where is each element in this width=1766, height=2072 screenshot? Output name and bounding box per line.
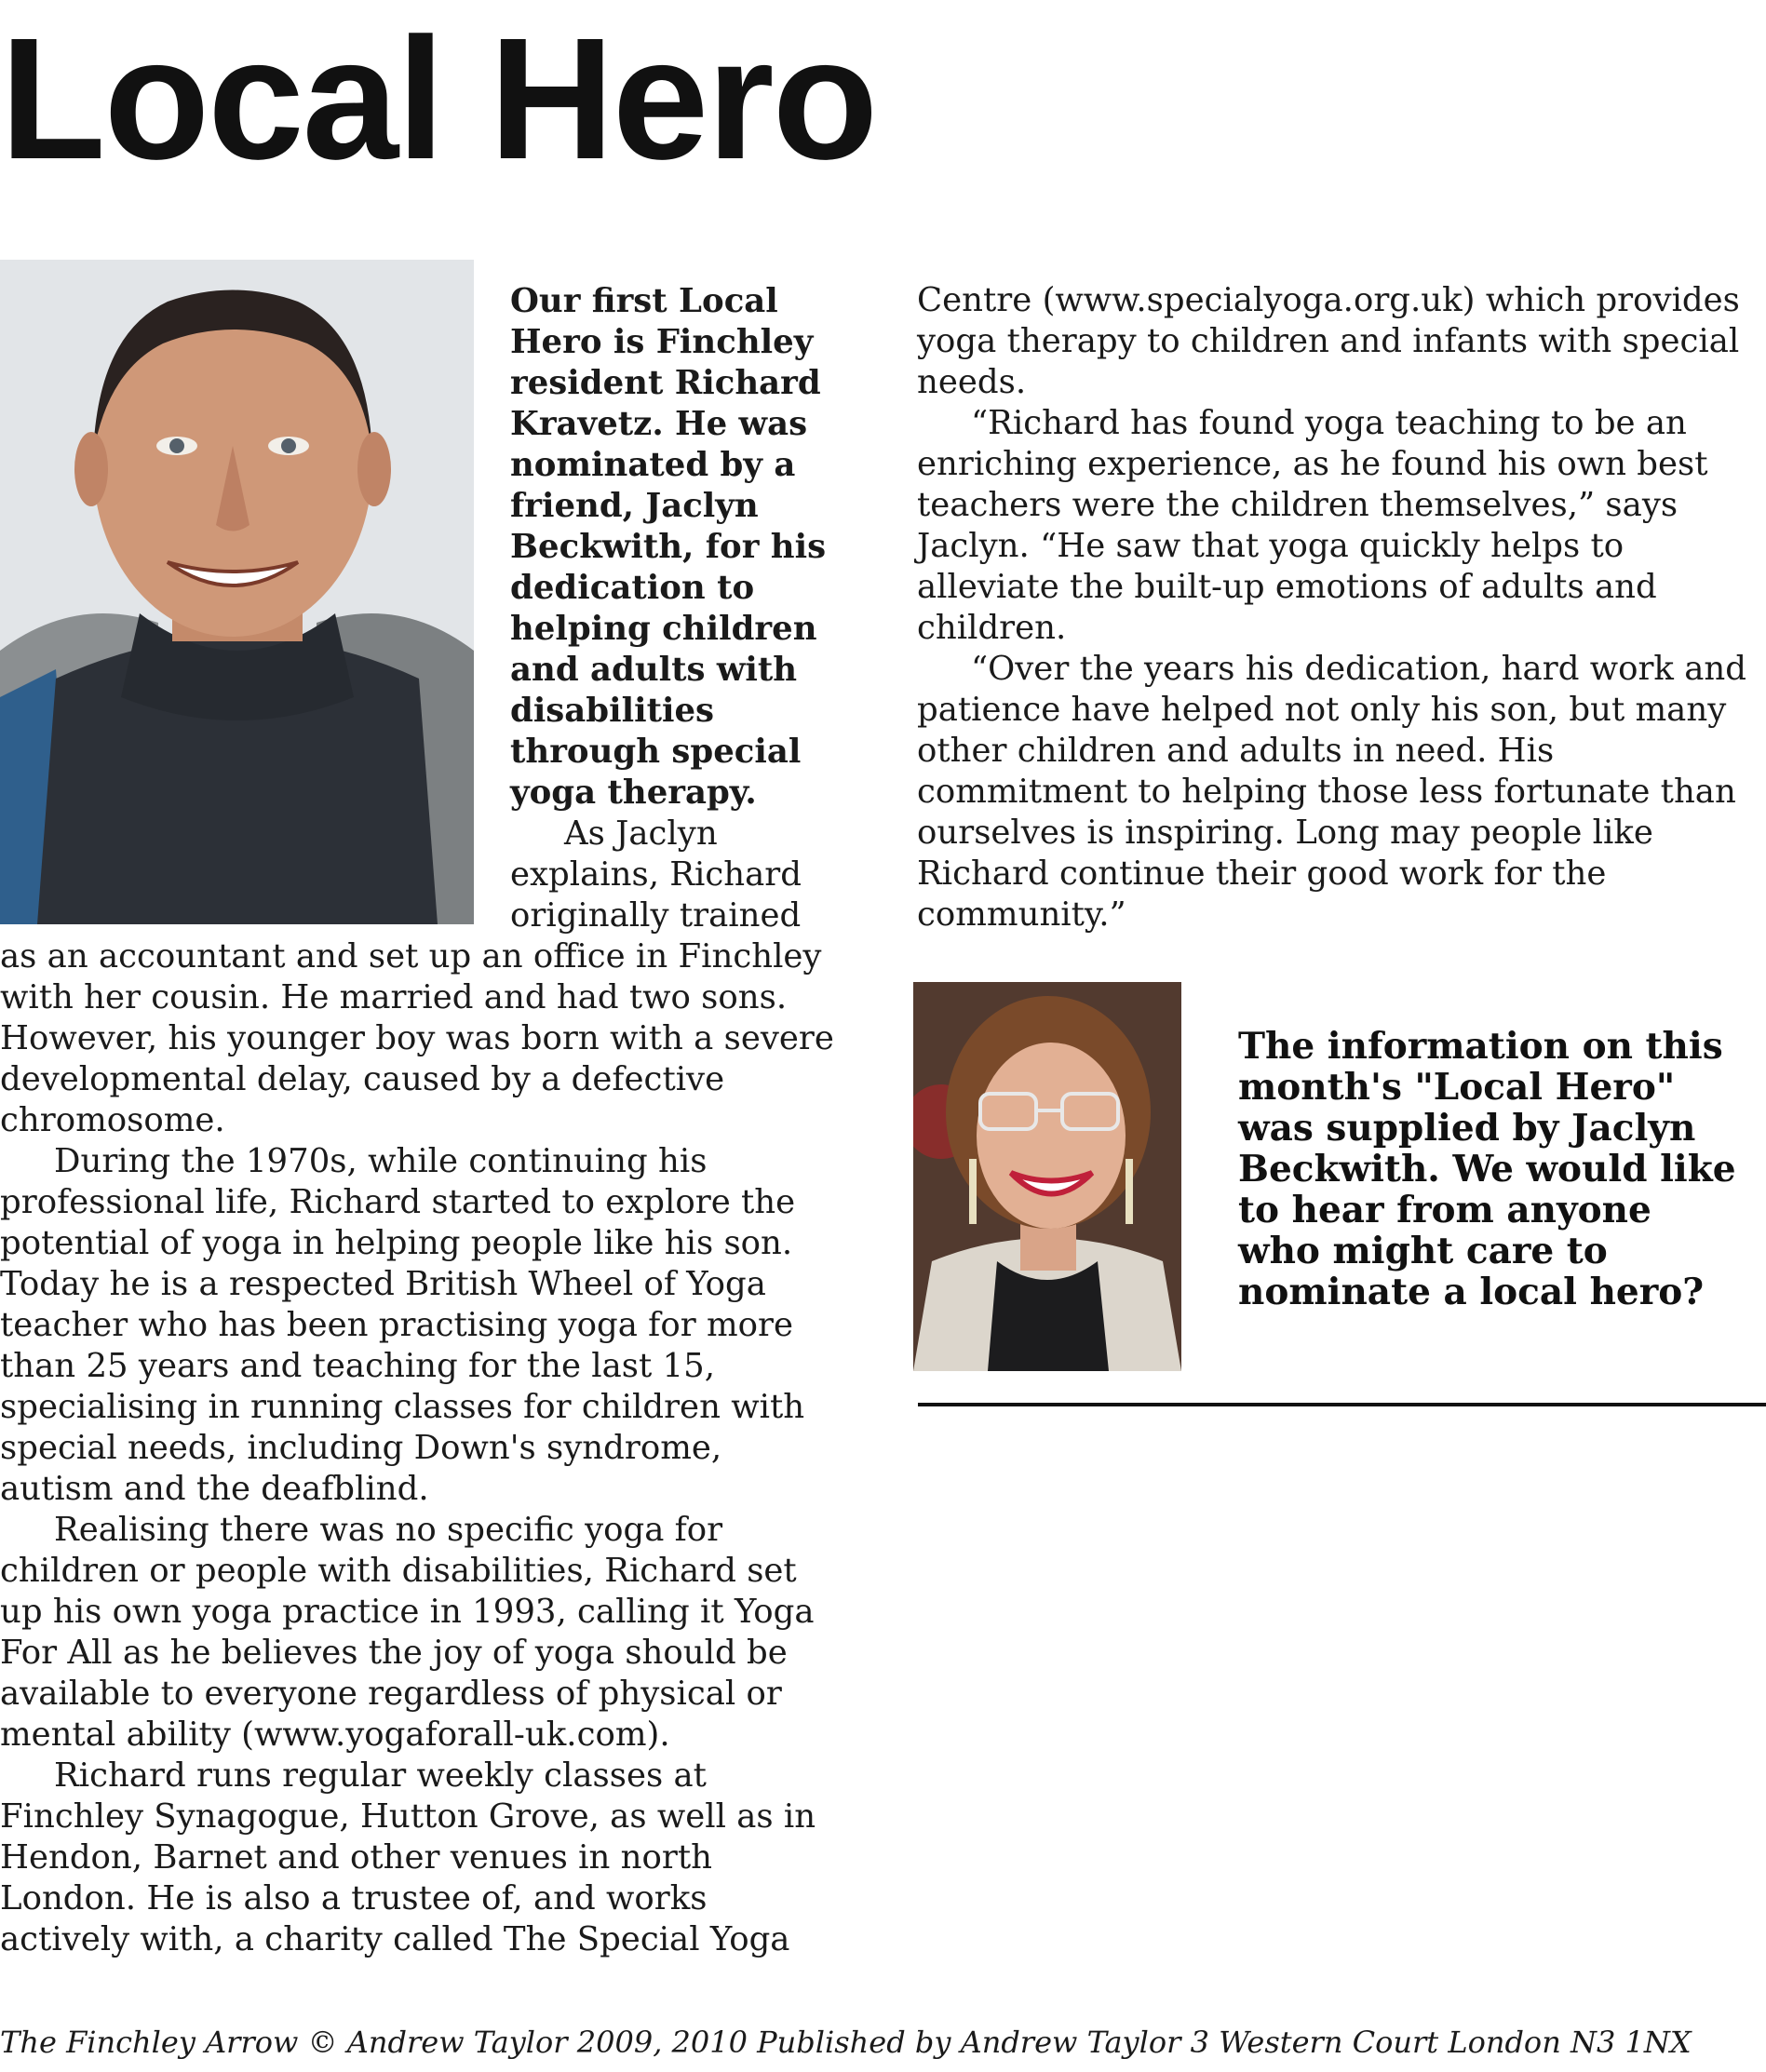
article-right-column bbox=[917, 280, 1766, 935]
section-divider bbox=[918, 1403, 1766, 1406]
photo-float-spacer bbox=[0, 281, 510, 923]
article-paragraph: “Richard has found yoga teaching to be an enriching experience, as he found his own best teachers were the children themselves,” says Jaclyn. “He saw that yoga quickly helps to alleviate the built-up emotions of adults and children. bbox=[917, 404, 1708, 647]
article-paragraph: Richard runs regular weekly classes at Finchley Synagogue, Hutton Grove, as well as in Hendon, Barnet and other venues in north London. He is also a trustee of, and works actively with, a charity called The Special Yoga bbox=[0, 1756, 816, 1958]
jaclyn-portrait-photo bbox=[913, 982, 1181, 1371]
article-paragraph: As Jaclyn explains, Richard originally trained as an accountant and set up an office in Finchley with her cousin. He married and had two sons. However, his younger boy was born with a severe developmental delay, caused by a defective chromosome. bbox=[0, 814, 834, 1139]
article-lead: Our first Local Hero is Finchley resident Richard Kravetz. He was nominated by a friend, Jaclyn Beckwith, for his dedication to helping children and adults with disabilities through special yoga therapy. bbox=[510, 282, 827, 812]
article-paragraph: “Over the years his dedication, hard work and patience have helped not only his son, but many other children and adults in need. His commitment to helping those less fortunate than ourselves is inspiring. Long may people like Richard continue their good work for the community.” bbox=[917, 650, 1746, 934]
article-paragraph: Realising there was no specific yoga for children or people with disabilities, Richard set up his own yoga practice in 1993, calling it Yoga For All as he believes the joy of yoga should be available to everyone regardless of physical or mental ability (www.yogaforall-uk.com). bbox=[0, 1511, 815, 1754]
article-paragraph: During the 1970s, while continuing his professional life, Richard started to explore the potential of yoga in helping people like his son. Today he is a respected British Wheel of Yoga teacher who has been practising yoga for more than 25 years and teaching for the last 15, specialising in running classes for children with special needs, including Down's syndrome, autism and the deafblind. bbox=[0, 1142, 805, 1508]
headline: Local Hero bbox=[0, 3, 877, 195]
page-footer: The Finchley Arrow © Andrew Taylor 2009, 2010 Published by Andrew Taylor 3 Western Court London N3 1NX bbox=[0, 2025, 1692, 2060]
article-left-column bbox=[0, 281, 843, 1960]
article-paragraph: Centre (www.specialyoga.org.uk) which provides yoga therapy to children and infants with special needs. bbox=[917, 281, 1740, 401]
nomination-callout: The information on this month's "Local Hero" was supplied by Jaclyn Beckwith. We would like to hear from anyone who might care to nominate a local hero? bbox=[1238, 1025, 1736, 1313]
